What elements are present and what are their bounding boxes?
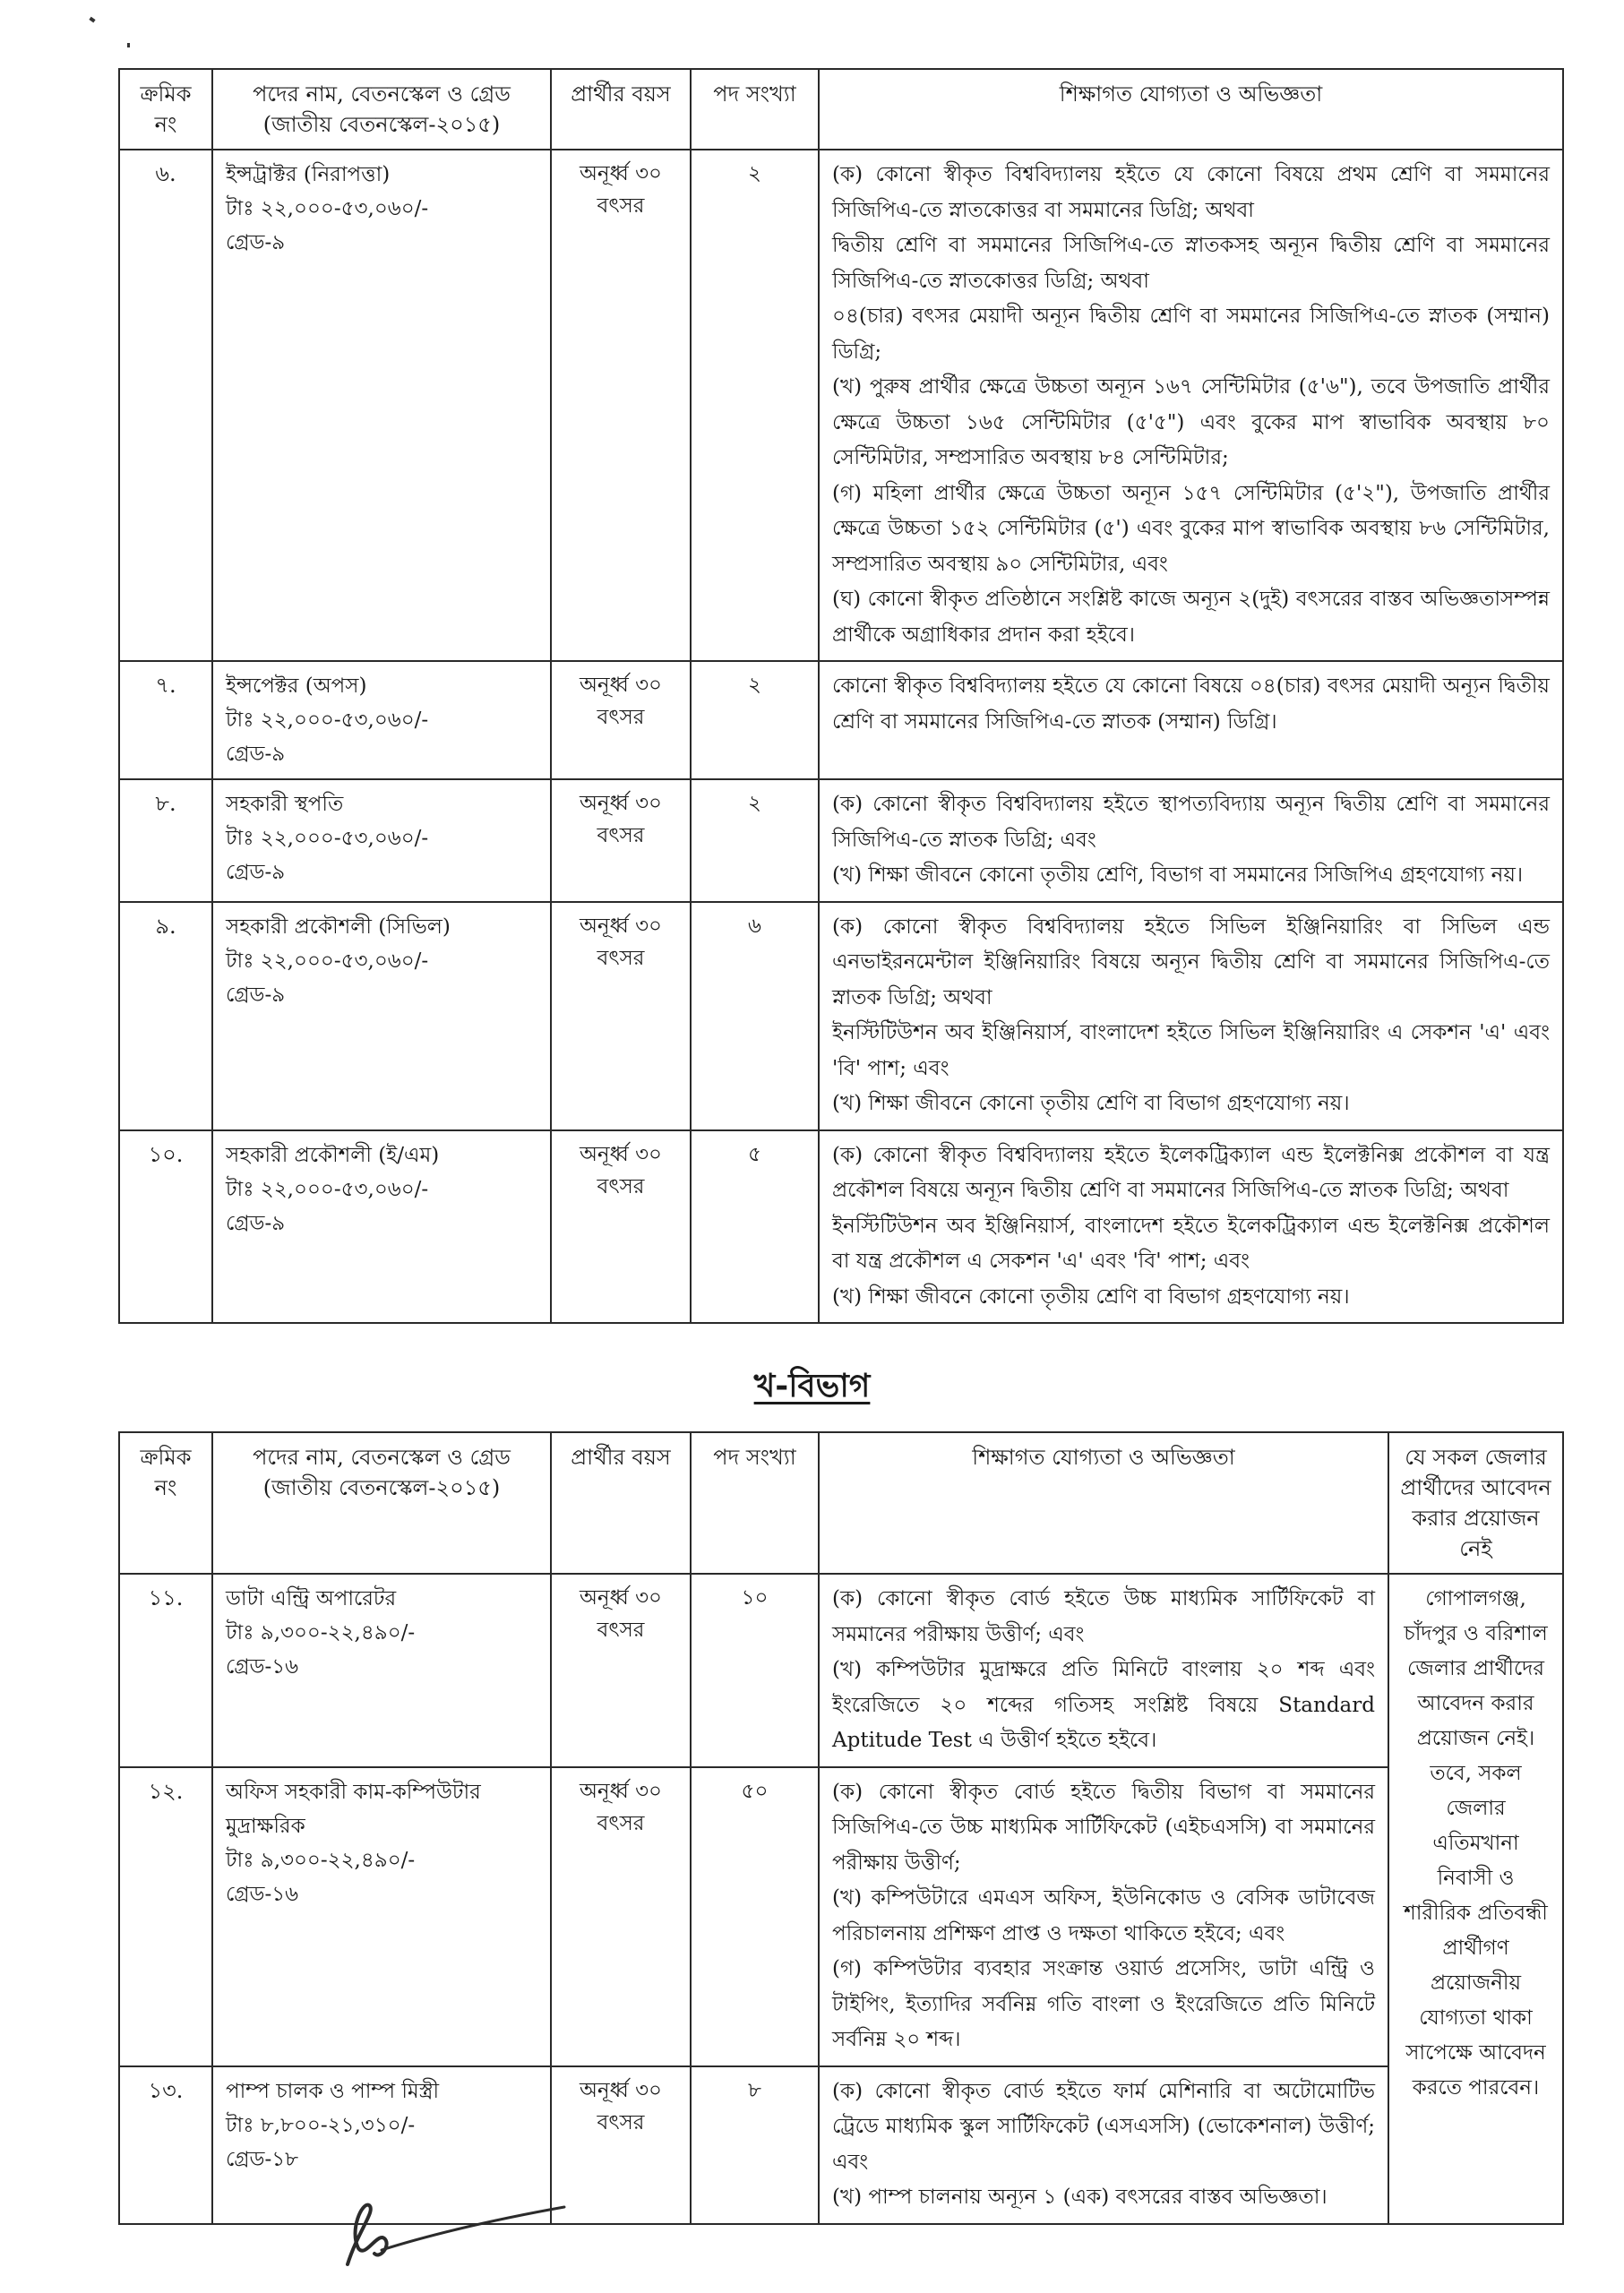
age-line: অনূর্ধ্ব ৩০ [579, 2078, 663, 2102]
serial-number: ৯. [119, 902, 212, 1130]
qualification-line: (খ) শিক্ষা জীবনে কোনো তৃতীয় শ্রেণি বা বিভাগ গ্রহণযোগ্য নয়। [832, 1284, 1350, 1309]
post-line: গ্রেড-৯ [226, 983, 286, 1007]
post-line: গ্রেড-১৮ [226, 2147, 299, 2171]
serial-number: ৭. [119, 661, 212, 779]
qualification-cell [819, 779, 1563, 902]
qualification-line: (ঘ) কোনো স্বীকৃত প্রতিষ্ঠানে সংশ্লিষ্ট কাজে অন্যূন ২(দুই) বৎসরের বাস্তব অভিজ্ঞতাসম্পন্ন প্রার্থীকে অগ্রাধিকার প্রদান করা হইবে। [832, 588, 1550, 647]
header-serial: ক্রমিক নং [119, 1432, 212, 1574]
qualification-line: (খ) কম্পিউটারে এমএস অফিস, ইউনিকোড ও বেসিক ডাটাবেজ পরিচালনায় প্রশিক্ষণ প্রাপ্ত ও দক্ষতা থাকিতে হইবে; এবং [832, 1886, 1375, 1945]
serial-number: ১৩. [119, 2066, 212, 2224]
qualification-cell [819, 661, 1563, 779]
post-line: টাঃ ৮,৮০০-২১,৩১০/- [226, 2113, 416, 2137]
header-serial: ক্রমিক নং [119, 69, 212, 150]
qualification-line: (খ) কম্পিউটার মুদ্রাক্ষরে প্রতি মিনিটে বাংলায় ২০ শব্দ এবং ইংরেজিতে ২০ শব্দের গতিসহ সংশ্লিষ্ট বিষয়ে Standard Aptitude Test এ উত্তীর্ণ হইতে হইবে। [832, 1658, 1375, 1752]
post-cell [212, 902, 551, 1130]
serial-number: ১০. [119, 1130, 212, 1324]
header-count: পদ সংখ্যা [691, 1432, 819, 1574]
post-line: গ্রেড-১৬ [226, 1655, 299, 1679]
qualification-line: (ক) কোনো স্বীকৃত বিশ্ববিদ্যালয় হইতে স্থাপত্যবিদ্যায় অন্যূন দ্বিতীয় শ্রেণি বা সমমানের সিজিপিএ-তে স্নাতক ডিগ্রি; এবং [832, 793, 1550, 852]
section-a-table [118, 68, 1564, 1324]
post-line: টাঃ ৯,৩০০-২২,৪৯০/- [226, 1848, 416, 1872]
qualification-line: (ক) কোনো স্বীকৃত বিশ্ববিদ্যালয় হইতে যে কোনো বিষয়ে প্রথম শ্রেণি বা সমমানের সিজিপিএ-তে স্নাতকোত্তর বা সমমানের ডিগ্রি; অথবা [832, 163, 1550, 222]
age-line: বৎসর [597, 1619, 645, 1642]
serial-number: ৮. [119, 779, 212, 902]
post-line: সহকারী স্থপতি [226, 793, 344, 816]
qualification-line: (খ) পাম্প চালনায় অন্যূন ১ (এক) বৎসরের বাস্তব অভিজ্ঞতা। [832, 2186, 1328, 2209]
header-age: প্রার্থীর বয়স [551, 1432, 691, 1574]
qualification-line: কোনো স্বীকৃত বিশ্ববিদ্যালয় হইতে যে কোনো বিষয়ে ০৪(চার) বৎসর মেয়াদী অন্যূন দ্বিতীয় শ্রেণি বা সমমানের সিজিপিএ-তে স্নাতক (সম্মান) ডিগ্রি। [832, 674, 1550, 734]
serial-number: ১২. [119, 1767, 212, 2066]
post-line: সহকারী প্রকৌশলী (সিভিল) [226, 915, 451, 939]
post-cell [212, 661, 551, 779]
header-qualification: শিক্ষাগত যোগ্যতা ও অভিজ্ঞতা [819, 69, 1563, 150]
post-line: অফিস সহকারী কাম-কম্পিউটার [226, 1780, 481, 1804]
post-line: টাঃ ২২,০০০-৫৩,০৬০/- [226, 827, 429, 850]
header-age: প্রার্থীর বয়স [551, 69, 691, 150]
exclusion-note: গোপালগঞ্জ, চাঁদপুর ও বরিশাল জেলার প্রার্থীদের আবেদন করার প্রয়োজন নেই। তবে, সকল জেলার এতিমখানা নিবাসী ও শারীরিক প্রতিবন্ধী প্রার্থীগণ প্রয়োজনীয় যোগ্যতা থাকা সাপেক্ষে আবেদন করতে পারবেন। [1388, 1574, 1563, 2224]
post-line: ডাটা এন্ট্রি অপারেটর [226, 1587, 397, 1610]
post-line: টাঃ ২২,০০০-৫৩,০৬০/- [226, 949, 429, 973]
age-cell [551, 779, 691, 902]
scan-mark [89, 17, 95, 23]
table-header-row [119, 69, 1563, 150]
qualification-line: ইনস্টিটিউশন অব ইঞ্জিনিয়ার্স, বাংলাদেশ হইতে সিভিল ইঞ্জিনিয়ারিং এ সেকশন 'এ' এবং 'বি' পাশ; এবং [832, 1021, 1550, 1080]
post-line: গ্রেড-৯ [226, 743, 286, 766]
post-cell [212, 150, 551, 661]
table-row [119, 1130, 1563, 1324]
table-row [119, 779, 1563, 902]
section-b-table [118, 1431, 1564, 2225]
qualification-line: (ক) কোনো স্বীকৃত বোর্ড হইতে উচ্চ মাধ্যমিক সার্টিফিকেট বা সমমানের পরীক্ষায় উত্তীর্ণ; এবং [832, 1587, 1375, 1646]
post-count: ২ [691, 779, 819, 902]
post-line: গ্রেড-৯ [226, 231, 286, 254]
qualification-cell [819, 1767, 1388, 2066]
age-line: অনূর্ধ্ব ৩০ [579, 162, 663, 185]
serial-number: ৬. [119, 150, 212, 661]
post-count: ৬ [691, 902, 819, 1130]
qualification-line: দ্বিতীয় শ্রেণি বা সমমানের সিজিপিএ-তে স্নাতকসহ অন্যূন দ্বিতীয় শ্রেণি বা সমমানের সিজিপিএ-তে স্নাতকোত্তর ডিগ্রি; অথবা [832, 234, 1550, 293]
age-cell [551, 1767, 691, 2066]
scan-mark [127, 43, 130, 47]
post-count: ৫ [691, 1130, 819, 1324]
section-b-title: খ-বিভাগ [753, 1367, 871, 1404]
post-line: টাঃ ৯,৩০০-২২,৪৯০/- [226, 1621, 416, 1645]
post-line: ইন্সট্রাক্টর (নিরাপত্তা) [226, 163, 391, 186]
section-a-rows [119, 150, 1563, 1323]
post-count: ৫০ [691, 1767, 819, 2066]
table-row [119, 1767, 1563, 2066]
table-header-row [119, 1432, 1563, 1574]
header-post: পদের নাম, বেতনস্কেল ও গ্রেড (জাতীয় বেতনস্কেল-২০১৫) [212, 69, 551, 150]
post-count: ২ [691, 150, 819, 661]
post-line: টাঃ ২২,০০০-৫৩,০৬০/- [226, 709, 429, 732]
age-line: বৎসর [597, 706, 645, 729]
section-b-rows [119, 1574, 1563, 2224]
age-line: অনূর্ধ্ব ৩০ [579, 792, 663, 815]
header-count: পদ সংখ্যা [691, 69, 819, 150]
age-line: বৎসর [597, 946, 645, 970]
table-row [119, 902, 1563, 1130]
post-cell [212, 1574, 551, 1767]
qualification-line: (ক) কোনো স্বীকৃত বিশ্ববিদ্যালয় হইতে ইলেকট্রিক্যাল এন্ড ইলেক্টনিক্স প্রকৌশল বা যন্ত্র প্রকৌশল বিষয়ে অন্যূন দ্বিতীয় শ্রেণি বা সমমানের সিজিপিএ-তে স্নাতক ডিগ্রি; অথবা [832, 1143, 1550, 1202]
age-line: অনূর্ধ্ব ৩০ [579, 1142, 663, 1166]
age-line: অনূর্ধ্ব ৩০ [579, 914, 663, 938]
age-line: অনূর্ধ্ব ৩০ [579, 674, 663, 697]
age-cell [551, 1574, 691, 1767]
qualification-line: (গ) মহিলা প্রার্থীর ক্ষেত্রে উচ্চতা অন্যূন ১৫৭ সেন্টিমিটার (৫'২"), উপজাতি প্রার্থীর ক্ষেত্রে উচ্চতা ১৫২ সেন্টিমিটার (৫') এবং বুকের মাপ স্বাভাবিক অবস্থায় ৮৬ সেন্টিমিটার, সম্প্রসারিত অবস্থায় ৯০ সেন্টিমিটার, এবং [832, 481, 1550, 576]
qualification-line: (ক) কোনো স্বীকৃত বিশ্ববিদ্যালয় হইতে সিভিল ইঞ্জিনিয়ারিং বা সিভিল এন্ড এনভাইরনমেন্টাল ইঞ্জিনিয়ারিং বিষয়ে অন্যূন দ্বিতীয় শ্রেণি বা সমমানের সিজিপিএ-তে স্নাতক ডিগ্রি; অথবা [832, 915, 1550, 1009]
age-line: বৎসর [597, 1174, 645, 1198]
qualification-cell [819, 150, 1563, 661]
header-exclusion: যে সকল জেলার প্রার্থীদের আবেদন করার প্রয়োজন নেই [1388, 1432, 1563, 1574]
serial-number: ১১. [119, 1574, 212, 1767]
age-cell [551, 661, 691, 779]
post-line: গ্রেড-১৬ [226, 1882, 299, 1906]
post-line: গ্রেড-৯ [226, 1211, 286, 1235]
qualification-line: (ক) কোনো স্বীকৃত বোর্ড হইতে দ্বিতীয় বিভাগ বা সমমানের সিজিপিএ-তে উচ্চ মাধ্যমিক সার্টিফিকেট (এইচএসসি) বা সমমানের পরীক্ষায় উত্তীর্ণ; [832, 1780, 1375, 1875]
post-count: ১০ [691, 1574, 819, 1767]
age-line: অনূর্ধ্ব ৩০ [579, 1779, 663, 1803]
age-cell [551, 902, 691, 1130]
table-row [119, 150, 1563, 661]
post-line: টাঃ ২২,০০০-৫৩,০৬০/- [226, 1177, 429, 1201]
qualification-line: (খ) শিক্ষা জীবনে কোনো তৃতীয় শ্রেণি, বিভাগ বা সমমানের সিজিপিএ গ্রহণযোগ্য নয়। [832, 863, 1524, 887]
header-post: পদের নাম, বেতনস্কেল ও গ্রেড (জাতীয় বেতনস্কেল-২০১৫) [212, 1432, 551, 1574]
qualification-cell [819, 902, 1563, 1130]
post-line: টাঃ ২২,০০০-৫৩,০৬০/- [226, 197, 429, 220]
qualification-line: (খ) শিক্ষা জীবনে কোনো তৃতীয় শ্রেণি বা বিভাগ গ্রহণযোগ্য নয়। [832, 1092, 1350, 1115]
age-cell [551, 150, 691, 661]
post-cell [212, 1130, 551, 1324]
signature-mark [322, 2194, 591, 2275]
age-line: অনূর্ধ্ব ৩০ [579, 1586, 663, 1610]
post-cell [212, 1767, 551, 2066]
age-cell [551, 1130, 691, 1324]
qualification-cell [819, 2066, 1388, 2224]
post-cell [212, 779, 551, 902]
age-line: বৎসর [597, 1811, 645, 1835]
post-line: মুদ্রাক্ষরিক [226, 1814, 305, 1838]
table-row [119, 1574, 1563, 1767]
post-line: পাম্প চালক ও পাম্প মিস্ত্রী [226, 2079, 440, 2103]
header-qualification: শিক্ষাগত যোগ্যতা ও অভিজ্ঞতা [819, 1432, 1388, 1574]
post-count: ২ [691, 661, 819, 779]
qualification-cell [819, 1574, 1388, 1767]
qualification-line: (ক) কোনো স্বীকৃত বোর্ড হইতে ফার্ম মেশিনারি বা অটোমোটিভ ট্রেডে মাধ্যমিক স্কুল সার্টিফিকেট (এসএসসি) (ভোকেশনাল) উত্তীর্ণ; এবং [832, 2079, 1375, 2174]
qualification-line: (খ) পুরুষ প্রার্থীর ক্ষেত্রে উচ্চতা অন্যূন ১৬৭ সেন্টিমিটার (৫'৬"), তবে উপজাতি প্রার্থীর ক্ষেত্রে উচ্চতা ১৬৫ সেন্টিমিটার (৫'৫") এবং বুকের মাপ স্বাভাবিক অবস্থায় ৮০ সেন্টিমিটার, সম্প্রসারিত অবস্থায় ৮৪ সেন্টিমিটার; [832, 375, 1550, 469]
post-line: ইন্সপেক্টর (অপস) [226, 674, 367, 698]
table-row [119, 661, 1563, 779]
post-line: গ্রেড-৯ [226, 861, 286, 884]
age-line: বৎসর [597, 194, 645, 218]
qualification-line: (গ) কম্পিউটার ব্যবহার সংক্রান্ত ওয়ার্ড প্রসেসিং, ডাটা এন্ট্রি ও টাইপিং, ইত্যাদির সর্বনিম্ন গতি বাংলা ও ইংরেজিতে প্রতি মিনিটে সর্বনিম্ন ২০ শব্দ। [832, 1957, 1375, 2051]
post-count: ৮ [691, 2066, 819, 2224]
qualification-line: ইনস্টিটিউশন অব ইঞ্জিনিয়ার্স, বাংলাদেশ হইতে ইলেকট্রিক্যাল এন্ড ইলেক্টনিক্স প্রকৌশল বা যন্ত্র প্রকৌশল এ সেকশন 'এ' এবং 'বি' পাশ; এবং [832, 1214, 1550, 1273]
age-line: বৎসর [597, 2110, 645, 2134]
qualification-cell [819, 1130, 1563, 1324]
post-line: সহকারী প্রকৌশলী (ই/এম) [226, 1143, 440, 1167]
age-line: বৎসর [597, 824, 645, 847]
qualification-line: ০৪(চার) বৎসর মেয়াদী অন্যূন দ্বিতীয় শ্রেণি বা সমমানের সিজিপিএ-তে স্নাতক (সম্মান) ডিগ্রি; [832, 305, 1550, 364]
